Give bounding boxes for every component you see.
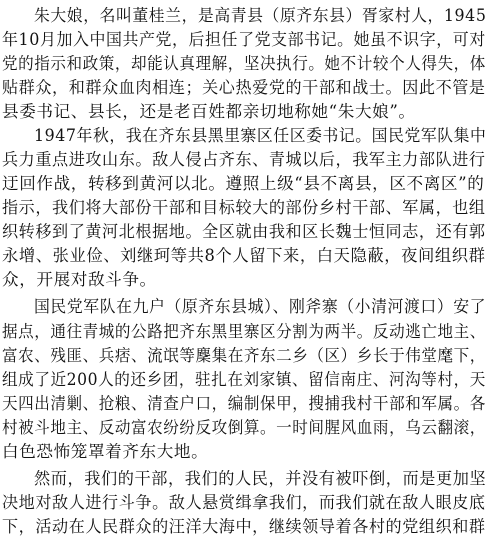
text-line: 白色恐怖笼罩着齐东大地。 — [2, 442, 209, 461]
text-line: 永增、张业俭、刘继珂等共8个人留下来，白天隐蔽，夜间组织群 — [2, 246, 486, 265]
text-line: 贴群众，和群众血肉相连；关心热爱党的干部和战士。因此不管是 — [2, 78, 486, 97]
text-line: 天四出清剿、抢粮、清查户口，编制保甲，搜捕我村干部和军属。各 — [2, 394, 486, 413]
text-line: 县委书记、县长，还是老百姓都亲切地称她“朱大娘”。 — [2, 102, 416, 121]
text-line: 然而，我们的干部，我们的人民，并没有被吓倒，而是更加坚 — [34, 469, 487, 488]
text-line: 组成了近200人的还乡团，驻扎在刘家镇、留信南庄、河沟等村，天 — [2, 370, 486, 389]
text-line: 织转移到了黄河北根据地。全区就由我和区长魏士恒同志，还有郭 — [2, 222, 486, 241]
text-line: 指示，我们将大部份干部和目标较大的部份乡村干部、军属，也组 — [2, 198, 486, 217]
text-line: 村被斗地主、反动富农纷纷反攻倒算。一时间腥风血雨，乌云翻滚， — [2, 418, 486, 437]
text-line: 国民党军队在九户（原齐东县城）、刚斧寨（小清河渡口）安了 — [34, 297, 487, 316]
text-line: 1947年秋，我在齐东县黑里寨区任区委书记。国民党军队集中 — [34, 126, 487, 145]
text-line: 兵力重点进攻山东。敌人侵占齐东、青城以后，我军主力部队进行 — [2, 150, 486, 169]
text-line: 下，活动在人民群众的汪洋大海中，继续领导着各村的党组织和群 — [2, 517, 486, 536]
text-line: 迂回作战，转移到黄河以北。遵照上级“县不离县，区不离区”的 — [2, 174, 485, 193]
text-line: 年10月加入中国共产党，后担任了党支部书记。她虽不识字，可对 — [2, 30, 486, 49]
text-line: 众，开展对敌斗争。 — [2, 270, 157, 289]
text-line: 党的指示和政策，却能认真理解，坚决执行。她不计较个人得失，体 — [2, 54, 486, 73]
text-line: 决地对敌人进行斗争。敌人悬赏缉拿我们，而我们就在敌人眼皮底 — [2, 493, 486, 512]
text-line: 据点，通往青城的公路把齐东黑里寨区分割为两半。反动逃亡地主、 — [2, 322, 486, 341]
text-line: 富农、残匪、兵痞、流氓等麇集在齐东二乡（区）乡长于伟堂麾下， — [2, 346, 486, 365]
text-line: 朱大娘，名叫董桂兰，是高青县（原齐东县）胥家村人，1945 — [34, 6, 487, 25]
